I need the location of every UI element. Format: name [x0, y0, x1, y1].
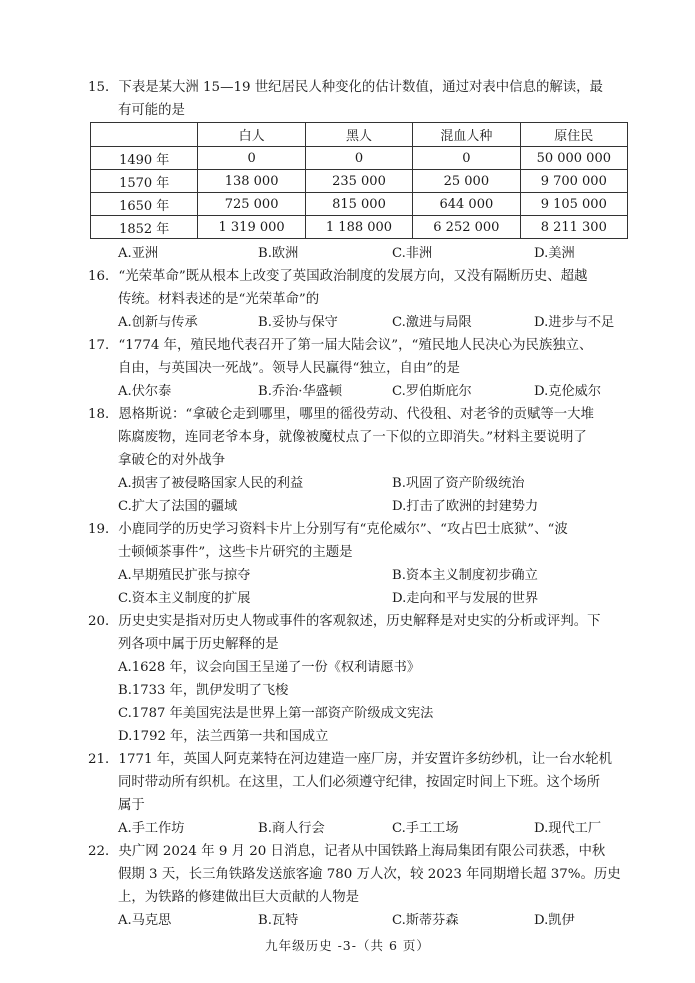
- question-18-stem-line3: 拿破仑的对外战争: [118, 453, 226, 468]
- option-d[interactable]: D.走向和平与发展的世界: [392, 591, 539, 606]
- option-c[interactable]: C.非洲: [392, 246, 433, 261]
- table-cell: 725 000: [198, 193, 305, 216]
- question-17-options: [118, 380, 638, 403]
- table-header-cell: 黑人: [305, 123, 412, 147]
- option-b[interactable]: B.资本主义制度初步确立: [392, 568, 538, 583]
- option-b[interactable]: B.乔治·华盛顿: [258, 384, 343, 399]
- option-d[interactable]: D.进步与不足: [534, 315, 615, 330]
- question-19-stem-line1: 19．小鹿同学的历史学习资料卡片上分别写有“克伦威尔”、“攻占巴士底狱”、“波: [88, 522, 568, 537]
- option-d[interactable]: D.美洲: [534, 246, 575, 261]
- table-cell: 8 211 300: [520, 216, 627, 239]
- option-c[interactable]: C.罗伯斯庇尔: [392, 384, 472, 399]
- table-cell: 9 700 000: [520, 170, 627, 193]
- table-cell: 0: [305, 147, 412, 170]
- table-cell: 6 252 000: [413, 216, 520, 239]
- table-cell: 1650 年: [91, 193, 198, 216]
- option-a[interactable]: A.伏尔泰: [118, 384, 172, 399]
- option-b[interactable]: B.妥协与保守: [258, 315, 338, 330]
- question-19-stem-line2: 士顿倾茶事件”，这些卡片研究的主题是: [118, 545, 353, 560]
- table-cell: 1490 年: [91, 147, 198, 170]
- question-22-stem-line1: 22．央广网 2024 年 9 月 20 日消息，记者从中国铁路上海局集团有限公司获悉，中秋: [88, 844, 606, 859]
- population-table: [90, 122, 628, 239]
- question-16-stem-line1: 16．“光荣革命”既从根本上改变了英国政治制度的发展方向，又没有隔断历史、超越: [88, 269, 588, 284]
- question-15-stem-line2: 有可能的是: [118, 103, 185, 118]
- question-15-stem-line1: 15．下表是某大洲 15—19 世纪居民人种变化的估计数值，通过对表中信息的解读，最: [88, 80, 603, 95]
- option-c[interactable]: C.资本主义制度的扩展: [118, 591, 251, 606]
- question-21-options: [118, 817, 638, 840]
- table-row: [91, 170, 628, 193]
- table-row: [91, 147, 628, 170]
- option-d[interactable]: D.打击了欧洲的封建势力: [392, 499, 539, 514]
- option-a[interactable]: A.早期殖民扩张与掠夺: [118, 568, 251, 583]
- question-16: [88, 265, 628, 311]
- table-cell: 1852 年: [91, 216, 198, 239]
- table-row: [91, 193, 628, 216]
- table-cell: 0: [413, 147, 520, 170]
- question-22: [88, 840, 628, 909]
- option-d[interactable]: D.克伦威尔: [534, 384, 602, 399]
- question-21-stem-line1: 21．1771 年，英国人阿克莱特在河边建造一座厂房，并安置许多纺纱机，让一台水轮机: [88, 752, 613, 767]
- question-17-stem-line2: 自由，与英国决一死战”。领导人民赢得“独立，自由”的是: [118, 361, 460, 376]
- question-18-options-row1: [118, 472, 638, 495]
- option-a[interactable]: A.1628 年，议会向国王呈递了一份《权利请愿书》: [118, 660, 421, 675]
- table-cell: 50 000 000: [520, 147, 627, 170]
- table-header-cell: 白人: [198, 123, 305, 147]
- table-cell: 1 319 000: [198, 216, 305, 239]
- option-d[interactable]: D.凯伊: [534, 913, 575, 928]
- option-b[interactable]: B.商人行会: [258, 821, 325, 836]
- question-16-stem-line2: 传统。材料表述的是“光荣革命”的: [118, 292, 320, 307]
- option-c[interactable]: C.激进与局限: [392, 315, 472, 330]
- question-15-options: [118, 242, 638, 265]
- option-b[interactable]: B.1733 年，凯伊发明了飞梭: [118, 683, 289, 698]
- option-d[interactable]: D.1792 年，法兰西第一共和国成立: [118, 729, 329, 744]
- table-cell: 0: [198, 147, 305, 170]
- question-18-options-row2: [118, 495, 638, 518]
- question-15: [88, 76, 628, 122]
- table-cell: 235 000: [305, 170, 412, 193]
- question-18: [88, 403, 628, 472]
- table-header-row: [91, 123, 628, 147]
- table-cell: 644 000: [413, 193, 520, 216]
- table-header-cell: 混血人种: [413, 123, 520, 147]
- table-row: [91, 216, 628, 239]
- question-22-stem-line3: 上，为铁路的修建做出巨大贡献的人物是: [118, 890, 360, 905]
- question-19-options-row2: [118, 587, 638, 610]
- option-a[interactable]: A.手工作坊: [118, 821, 185, 836]
- table-cell: 1 188 000: [305, 216, 412, 239]
- question-19: [88, 518, 628, 564]
- option-c[interactable]: C.扩大了法国的疆域: [118, 499, 238, 514]
- question-18-stem-line2: 陈腐废物，连同老爷本身，就像被魔杖点了一下似的立即消失。”材料主要说明了: [118, 430, 587, 445]
- question-20: [88, 610, 628, 656]
- table-cell: 1570 年: [91, 170, 198, 193]
- question-17: [88, 334, 628, 380]
- question-21-stem-line2: 同时带动所有织机。在这里，工人们必须遵守纪律，按固定时间上下班。这个场所: [118, 775, 601, 790]
- table-cell: 815 000: [305, 193, 412, 216]
- option-a[interactable]: A.损害了被侵略国家人民的利益: [118, 476, 304, 491]
- option-c[interactable]: C.手工工场: [392, 821, 459, 836]
- option-c[interactable]: C.斯蒂芬森: [392, 913, 459, 928]
- option-b[interactable]: B.巩固了资产阶级统治: [392, 476, 525, 491]
- question-20-stem-line1: 20．历史史实是指对历史人物或事件的客观叙述，历史解释是对史实的分析或评判。下: [88, 614, 601, 629]
- page-footer: 九年级历史 -3-（共 6 页）: [265, 938, 430, 953]
- question-21-stem-line3: 属于: [118, 798, 145, 813]
- option-a[interactable]: A.创新与传承: [118, 315, 198, 330]
- option-b[interactable]: B.欧洲: [258, 246, 299, 261]
- question-19-options-row1: [118, 564, 638, 587]
- option-a[interactable]: A.马克思: [118, 913, 172, 928]
- table-cell: 9 105 000: [520, 193, 627, 216]
- table-header-cell: 原住民: [520, 123, 627, 147]
- option-b[interactable]: B.瓦特: [258, 913, 299, 928]
- question-22-stem-line2: 假期 3 天，长三角铁路发送旅客逾 780 万人次，较 2023 年同期增长超 37%。历史: [118, 867, 621, 882]
- option-d[interactable]: D.现代工厂: [534, 821, 602, 836]
- question-22-options: [118, 909, 638, 932]
- question-18-stem-line1: 18．恩格斯说：“拿破仑走到哪里，哪里的徭役劳动、代役租、对老爷的贡赋等一大堆: [88, 407, 594, 422]
- table-cell: 138 000: [198, 170, 305, 193]
- question-17-stem-line1: 17．“1774 年，殖民地代表召开了第一届大陆会议”，“殖民地人民决心为民族独立、: [88, 338, 593, 353]
- question-16-options: [118, 311, 638, 334]
- table-header-cell: [91, 123, 198, 147]
- option-c[interactable]: C.1787 年美国宪法是世界上第一部资产阶级成文宪法: [118, 706, 434, 721]
- option-a[interactable]: A.亚洲: [118, 246, 159, 261]
- question-21: [88, 748, 628, 817]
- question-20-stem-line2: 列各项中属于历史解释的是: [118, 637, 279, 652]
- table-cell: 25 000: [413, 170, 520, 193]
